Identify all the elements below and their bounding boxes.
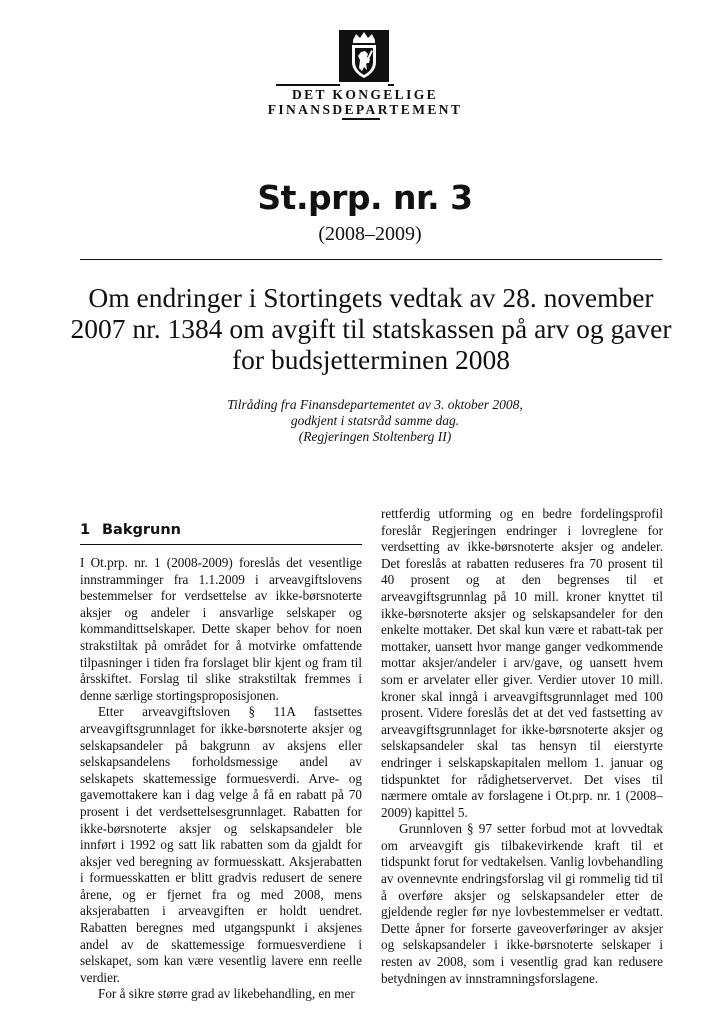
approval-line-1: Tilråding fra Finansdepartementet av 3. oktober 2008, <box>227 397 523 412</box>
left-column <box>80 555 362 1003</box>
paragraph-1: I Ot.prp. nr. 1 (2008-2009) foreslås det vesentlige innstramminger fra 1.1.2009 i arveavgiftslovens bestemmelser for verdsettelse av ikke-børsnoterte aksjer og andeler i ansvarlige selskaper og kommandittselskaper. Dette skaper behov for noen strakstiltak på området for å motvirke omfattende tilpasninger i tiden fra forslaget blir kjent og fram til årsskiftet. Forslag til slike strakstiltak fremmes i denne særlige stortingsproposisjonen. <box>80 555 362 703</box>
paragraph-3: For å sikre større grad av likebehandling, en mer <box>98 986 355 1002</box>
logo-rule-right <box>388 84 394 86</box>
section-heading-rule <box>80 544 362 545</box>
paragraph-2: Etter arveavgiftsloven § 11A fastsettes arveavgiftsgrunnlaget for ikke-børsnoterte aksjer og selskapsandeler på bakgrunn av aksjens eller selskapsandelens forholdsmessige andel av selskapets skattemessige formuesverdi. Arve- og gavemottakere kan i dag velge å få en rabatt på 70 prosent i det verdsettelsesgrunnlaget. Rabatten for ikke-børsnoterte aksjer og selskapsandeler ble innført i 1992 og satt lik rabatten som da gjaldt for aksjer ved beregning av formuesskatt. Aksjerabatten i formuesskatten er blitt gradvis redusert de senere årene, og er fjernet fra og med 2008, mens aksjerabatten i arveavgiften er holdt uendret. Rabatten beregnes med utgangspunkt i aksjenes andel av de skattemessige formuesverdiene i selskapet, som kan være vesentlig lavere enn reelle verdier. <box>80 704 362 985</box>
section-heading <box>80 522 362 538</box>
ministry-name <box>240 87 490 117</box>
document-title: Om endringer i Stortingets vedtak av 28. november 2007 nr. 1384 om avgift til statskassen på arv og gaver for budsjetterminen 2008 <box>70 282 672 375</box>
right-column <box>381 506 663 987</box>
approval-line-2: godkjent i statsråd samme dag. <box>290 413 460 428</box>
approval-note <box>180 397 570 445</box>
session-years: (2008–2009) <box>318 223 422 245</box>
ministry-underline <box>342 118 380 120</box>
ministry-line-2: FINANSDEPARTEMENT <box>267 102 463 117</box>
logo-rule-left <box>276 84 340 86</box>
paragraph-5: Grunnloven § 97 setter forbud mot at lovvedtak om arveavgift gis tilbakevirkende kraft til et tidspunkt forut for vedtakelsen. Vanlig lovbehandling av ovennevnte endringsforslag vil gi rommelig tid til å overføre aksjer og selskapsandeler etter de gjeldende regler før nye lovbestemmelser er vedtatt. Dette åpner for forserte gaveoverføringer av aksjer og selskapsandeler i ikke-børsnoterte selskaper i resten av 2008, som i vesentlig grad kan redusere betydningen av innstramningsforslagene. <box>381 821 663 986</box>
royal-coat-of-arms-icon <box>339 30 389 82</box>
document-number: St.prp. nr. 3 <box>257 178 473 217</box>
section-number: 1 <box>80 522 91 538</box>
ministry-line-1: DET KONGELIGE <box>291 87 439 102</box>
section-title: Bakgrunn <box>102 522 181 538</box>
approval-line-3: (Regjeringen Stoltenberg II) <box>298 429 452 444</box>
paragraph-4: rettferdig utforming og en bedre fordelingsprofil foreslår Regjeringen endringer i lovreglene for verdsetting av ikke-børsnoterte aksjer og andeler. Det foreslås at rabatten reduseres fra 70 prosent til 40 prosent og at den begrenses til et arveavgiftsgrunnlag på 10 mill. kroner knyttet til ikke-børsnoterte aksjer og selskapsandeler for den enkelte mottaker. Det skal kun være et rabatt-tak per mottaker, uansett hvor mange ganger vedkommende mottar aksjer/andeler i arv/gave, og uansett hvem som er arvelater eller giver. Verdier utover 10 mill. kroner skal inngå i arveavgiftsgrunnlaget med 100 prosent. Videre foreslås det at det ved fastsetting av arveavgiftsgrunnlaget for ikke-børsnoterte aksjer og selskapsandeler skal tas hensyn til eierstyrte endringer i selskapskapitalen mellom 1. januar og tidspunktet for rådighetservervet. Det vises til nærmere omtale av forslagene i Ot.prp. nr. 1 (2008–2009) kapittel 5. <box>381 506 663 820</box>
title-divider <box>80 259 662 260</box>
